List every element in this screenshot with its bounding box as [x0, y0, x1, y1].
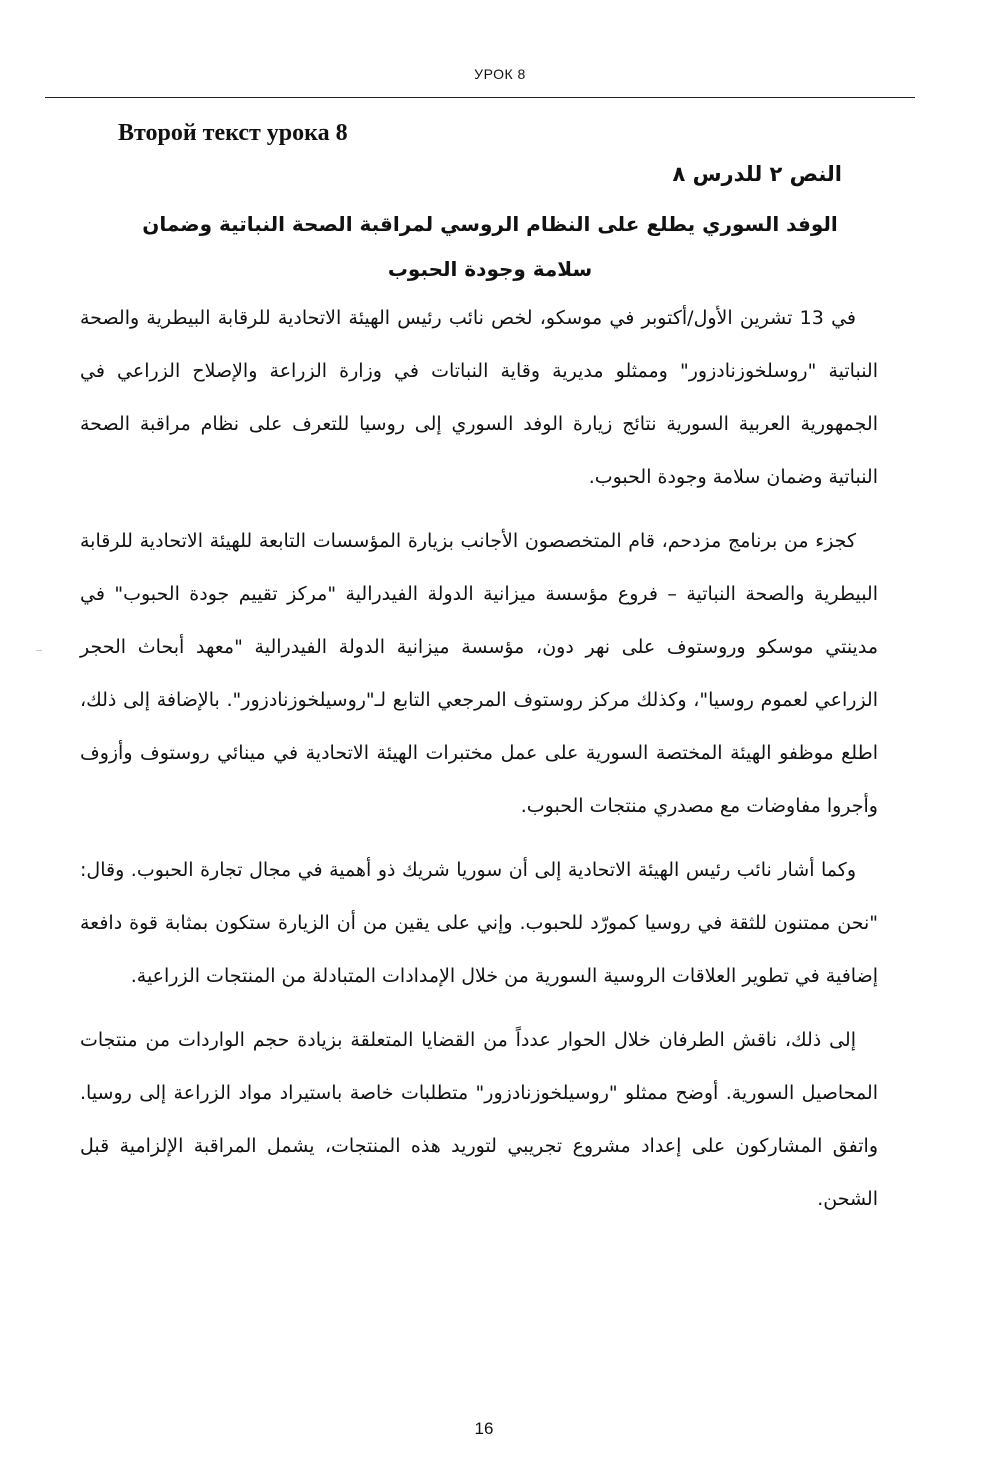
page-number: 16 [474, 1419, 494, 1438]
paragraph-2: كجزء من برنامج مزدحم، قام المتخصصون الأجانب بزيارة المؤسسات التابعة للهيئة الاتحادية للرقابة البيطرية والصحة النباتية – فروع مؤسسة ميزانية الدولة الفيدرالية "مركز تقييم جودة الحبوب" في مدينتي موسكو وروستوف على نهر دون، مؤسسة ميزانية الدولة الفيدرالية "معهد أبحاث الحجر الزراعي لعموم روسيا"، وكذلك مركز روستوف المرجعي التابع لـ"روسيلخوزنادزور". بالإضافة إلى ذلك، اطلع موظفو الهيئة المختصة السورية على عمل مختبرات الهيئة الاتحادية في مينائي روستوف وأزوف وأجروا مفاوضات مع مصدري منتجات الحبوب. [80, 530, 878, 817]
article-headline: الوفد السوري يطلع على النظام الروسي لمراقبة الصحة النباتية وضمان سلامة وجودة الحبوب [142, 212, 838, 281]
document-title: Второй текст урока 8 [118, 120, 348, 146]
lesson-label: النص ٢ للدرس ٨ [672, 162, 842, 186]
scan-artifact [36, 650, 42, 651]
paragraph-4: إلى ذلك، ناقش الطرفان خلال الحوار عدداً من القضايا المتعلقة بزيادة حجم الواردات من منتجات المحاصيل السورية. أوضح ممثلو "روسيلخوزنادزور" متطلبات خاصة باستيراد مواد الزراعة إلى روسيا. واتفق المشاركون على إعداد مشروع تجريبي لتوريد هذه المنتجات، يشمل المراقبة الإلزامية قبل الشحن. [80, 1029, 878, 1210]
article-body [80, 292, 878, 1237]
running-header: УРОК 8 [474, 66, 526, 82]
paragraph-1: في 13 تشرين الأول/أكتوبر في موسكو، لخص نائب رئيس الهيئة الاتحادية للرقابة البيطرية والصحة النباتية "روسلخوزنادزور" وممثلو مديرية وقاية النباتات في وزارة الزراعة والإصلاح الزراعي في الجمهورية العربية السورية نتائج زيارة الوفد السوري إلى روسيا للتعرف على نظام مراقبة الصحة النباتية وضمان سلامة وجودة الحبوب. [80, 307, 878, 488]
header-divider [45, 97, 915, 98]
paragraph-3: وكما أشار نائب رئيس الهيئة الاتحادية إلى أن سوريا شريك ذو أهمية في مجال تجارة الحبوب. وقال: "نحن ممتنون للثقة في روسيا كمورّد للحبوب. وإني على يقين من أن الزيارة ستكون بمثابة قوة دافعة إضافية في تطوير العلاقات الروسية السورية من خلال الإمدادات المتبادلة من المنتجات الزراعية. [80, 859, 878, 987]
